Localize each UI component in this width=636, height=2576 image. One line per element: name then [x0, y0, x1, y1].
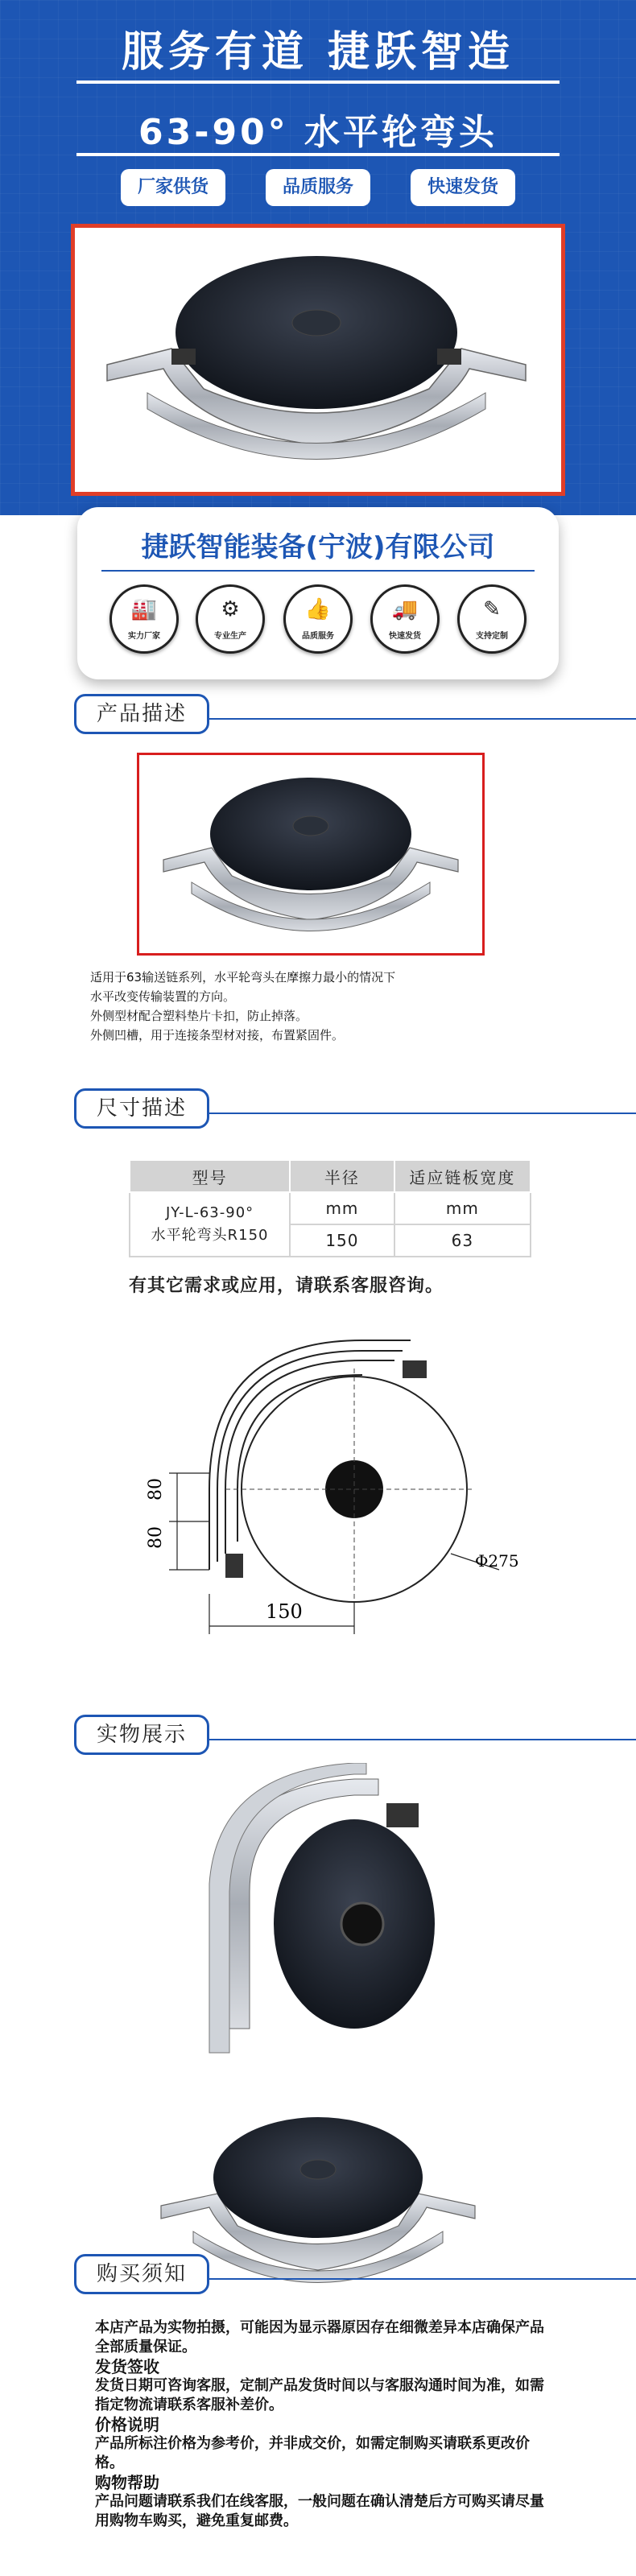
dim-diameter: Φ275: [475, 1551, 519, 1571]
hero-divider-bottom: [76, 153, 560, 156]
purchase-item-text: 发货日期可咨询客服，定制产品发货时间以与客服沟通时间为准，如需指定物流请联系客服补差价。: [95, 2377, 544, 2413]
tools-icon: ✎: [483, 597, 501, 621]
dim-vertical-top: 80: [146, 1478, 166, 1501]
spec-radius-unit: mm: [290, 1192, 394, 1224]
spec-model-value: JY-L-63-90° 水平轮弯头R150: [130, 1192, 290, 1257]
spec-radius-value: 150: [290, 1224, 394, 1257]
company-card: [77, 507, 559, 679]
technical-drawing: [129, 1328, 531, 1666]
badge-fast-delivery: [370, 584, 440, 654]
company-divider: [101, 570, 535, 572]
dim-horizontal: 150: [266, 1600, 303, 1623]
section-rule: [209, 2278, 636, 2280]
hero-product-photo: [71, 224, 565, 496]
thumbs-up-icon: 👍: [304, 597, 332, 621]
spec-header-row: [130, 1160, 531, 1192]
section-title: 产品描述: [74, 694, 209, 734]
badge-label: 实力厂家: [128, 632, 160, 641]
pill-factory-supply: 厂家供货: [121, 169, 225, 206]
spec-unit-row: [130, 1192, 531, 1224]
spec-contact-note: 有其它需求或应用，请联系客服咨询。: [129, 1276, 444, 1296]
purchase-item-text: 产品所标注价格为参考价，并非成交价，如需定制购买请联系更改价格。: [95, 2435, 530, 2471]
description-text: [90, 968, 541, 1045]
spec-width-unit: mm: [394, 1192, 531, 1224]
badge-quality-service: [283, 584, 353, 654]
purchase-notes: [95, 2318, 546, 2531]
spec-header-model: 型号: [130, 1160, 290, 1192]
purchase-intro: 本店产品为实物拍摄，可能因为显示器原因存在细微差异本店确保产品全部质量保证。: [95, 2319, 544, 2355]
spec-header-chain-width: 适应链板宽度: [394, 1160, 531, 1192]
hero-subtitle: 63-90° 水平轮弯头: [138, 112, 498, 153]
truck-icon: 🚚: [391, 597, 419, 621]
pill-fast-delivery: 快速发货: [411, 169, 515, 206]
hero-banner: [0, 0, 636, 515]
description-line: 外侧型材配合塑料垫片卡扣，防止掉落。: [90, 1009, 308, 1023]
gear-icon: ⚙: [221, 597, 240, 621]
badge-label: 快速发货: [389, 632, 421, 641]
section-rule: [209, 718, 636, 720]
company-name: 捷跃智能装备(宁波)有限公司: [141, 531, 495, 564]
hero-divider-top: [76, 80, 560, 84]
spec-header-radius: 半径: [290, 1160, 394, 1192]
badge-label: 支持定制: [476, 632, 508, 641]
badge-customization: [457, 584, 527, 654]
purchase-item-title: 价格说明: [95, 2415, 159, 2434]
real-product-photo-side: [193, 1763, 451, 2077]
purchase-item-text: 产品问题请联系我们在线客服，一般问题在确认清楚后方可购买请尽量用购物车购买，避免重复邮费。: [95, 2493, 544, 2529]
spec-table: [129, 1159, 531, 1257]
spec-width-value: 63: [394, 1224, 531, 1257]
section-title: 尺寸描述: [74, 1088, 209, 1129]
factory-icon: 🏭: [130, 597, 158, 621]
badge-label: 品质服务: [302, 632, 334, 641]
section-rule: [209, 1113, 636, 1114]
description-product-photo: [137, 753, 485, 956]
section-title: 实物展示: [74, 1715, 209, 1755]
badge-label: 专业生产: [214, 632, 246, 641]
pill-quality-service: 品质服务: [266, 169, 370, 206]
badge-strong-factory: [109, 584, 179, 654]
description-line: 适用于63输送链系列，水平轮弯头在摩擦力最小的情况下: [90, 970, 396, 985]
description-line: 水平改变传输装置的方向。: [90, 989, 236, 1004]
section-title: 购买须知: [74, 2254, 209, 2294]
badge-professional-production: [196, 584, 265, 654]
purchase-item-title: 发货签收: [95, 2357, 159, 2376]
purchase-item-title: 购物帮助: [95, 2473, 159, 2492]
section-rule: [209, 1739, 636, 1740]
hero-title: 服务有道 捷跃智造: [121, 27, 515, 76]
description-line: 外侧凹槽，用于连接条型材对接，布置紧固件。: [90, 1028, 345, 1042]
dim-vertical-bottom: 80: [146, 1526, 166, 1549]
